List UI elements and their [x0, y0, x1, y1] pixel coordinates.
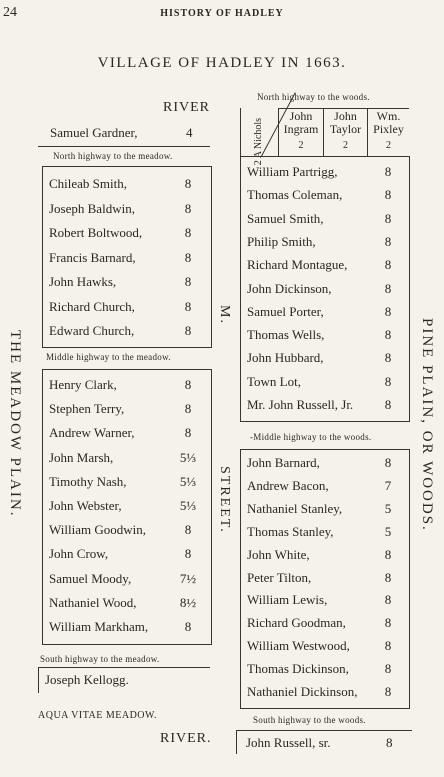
lot-owner-name: Richard Montague,: [247, 257, 348, 273]
lot-owner-name: Andrew Warner,: [49, 425, 135, 441]
lot-owner-name: Thomas Stanley,: [247, 523, 334, 539]
lot-row: [43, 397, 211, 421]
lot-owner-name: William Goodwin,: [49, 522, 146, 538]
lot-row: [241, 567, 409, 590]
lot-acreage: 8: [184, 522, 192, 538]
lot-row: [43, 221, 211, 246]
lot-acreage: 8: [384, 327, 392, 343]
lot-acreage: 8: [384, 350, 392, 366]
lot-acreage: 8: [184, 546, 192, 562]
lot-acreage: 8: [384, 257, 392, 273]
lot-row: [43, 518, 211, 542]
lot-row: [241, 183, 409, 206]
lot-row: [43, 567, 211, 591]
divider: [38, 667, 39, 693]
lot-row: [241, 160, 409, 183]
lot-acreage: 5: [384, 500, 392, 516]
lot-owner-name: Philip Smith,: [247, 233, 316, 249]
lot-acreage: 8: [184, 323, 192, 338]
lot-owner-name: John Dickinson,: [247, 280, 332, 296]
lot-owner-name: Richard Church,: [49, 298, 135, 314]
lot-owner-name: Thomas Coleman,: [247, 187, 343, 203]
lot-acreage: 8: [384, 233, 392, 249]
west-top-lot-value: 4: [186, 125, 193, 140]
lot-owner-name: Timothy Nash,: [49, 473, 127, 489]
east-top-lot-name: John Taylor: [329, 109, 362, 136]
lot-acreage: 8: [184, 377, 192, 392]
lot-row: [43, 295, 211, 320]
lot-acreage: 8: [384, 638, 392, 654]
lot-row: [43, 446, 211, 470]
lot-acreage: 8: [184, 200, 192, 216]
east-bottom-lot-value: 8: [386, 735, 393, 750]
lot-owner-name: Francis Barnard,: [49, 249, 136, 265]
east-top-lots: [240, 108, 409, 166]
lot-owner-name: Edward Church,: [49, 323, 135, 338]
lot-acreage: 8: [384, 569, 392, 585]
lot-owner-name: William Lewis,: [247, 592, 328, 608]
lot-row: [241, 498, 409, 521]
lot-row: [241, 681, 409, 704]
lot-acreage: 5⅓: [179, 498, 197, 513]
lot-row: [241, 589, 409, 612]
lot-row: [43, 270, 211, 295]
lot-owner-name: John Hubbard,: [247, 350, 324, 366]
street-label: STREET.: [217, 466, 232, 534]
lot-acreage: 8: [184, 401, 192, 417]
divider: [236, 730, 412, 731]
pine-plain-label: PINE PLAIN, OR WOODS.: [419, 318, 435, 532]
divider: [38, 146, 210, 147]
north-woods-highway: North highway to the woods.: [257, 92, 370, 102]
lot-acreage: 8: [184, 274, 192, 289]
lot-row: [241, 300, 409, 323]
lot-acreage: 8: [184, 298, 192, 314]
lot-owner-name: William Westwood,: [247, 638, 350, 654]
lot-acreage: 8: [384, 303, 392, 319]
lot-row: [241, 635, 409, 658]
lot-row: [241, 253, 409, 276]
running-title: HISTORY OF HADLEY: [160, 8, 284, 19]
lot-owner-name: Andrew Bacon,: [247, 477, 329, 493]
lot-acreage: 8: [184, 225, 192, 240]
lot-owner-name: Mr. John Russell, Jr.: [247, 397, 354, 412]
lot-row: [241, 475, 409, 498]
west-bottom-lot-name: Joseph Kellogg.: [45, 672, 129, 687]
lot-owner-name: John Barnard,: [247, 455, 320, 470]
lot-acreage: 8: [384, 592, 392, 608]
lot-acreage: 8: [384, 280, 392, 296]
lot-row: [43, 494, 211, 518]
lot-acreage: 8: [384, 546, 392, 562]
lot-owner-name: John Hawks,: [49, 274, 117, 289]
lot-owner-name: Stephen Terry,: [49, 401, 125, 417]
river-bottom-label: RIVER.: [160, 731, 212, 746]
north-meadow-highway: North highway to the meadow.: [53, 151, 173, 161]
lot-row: [43, 542, 211, 566]
east-bottom-lot-name: John Russell, sr.: [246, 735, 331, 750]
east-top-lot-value: 2: [386, 140, 391, 151]
lot-row: [241, 370, 409, 393]
lot-owner-name: Henry Clark,: [49, 377, 117, 392]
east-north-block: [240, 156, 410, 422]
lot-acreage: 8: [384, 164, 392, 179]
east-top-lot-name: Wm. Pixley: [373, 109, 404, 136]
west-south-block: [42, 369, 212, 645]
lot-acreage: 8½: [179, 594, 197, 610]
lot-row: [241, 521, 409, 544]
aqua-vitae-label: AQUA VITAE MEADOW.: [38, 710, 158, 721]
street-m-label: M.: [217, 305, 232, 325]
page-title: VILLAGE OF HADLEY IN 1663.: [97, 55, 347, 71]
lot-owner-name: John White,: [247, 546, 310, 562]
lot-owner-name: Richard Goodman,: [247, 615, 346, 631]
river-top-label: RIVER: [163, 100, 210, 115]
lot-acreage: 8: [384, 684, 392, 699]
lot-row: [241, 277, 409, 300]
lot-row: [241, 323, 409, 346]
lot-owner-name: Nathaniel Dickinson,: [247, 684, 358, 699]
lot-owner-name: John Crow,: [49, 546, 109, 562]
lot-owner-name: Joseph Baldwin,: [49, 200, 135, 216]
lot-owner-name: Thomas Wells,: [247, 327, 325, 343]
lot-acreage: 8: [184, 425, 192, 441]
lot-row: [43, 421, 211, 445]
lot-owner-name: Nathaniel Stanley,: [247, 500, 343, 516]
lot-owner-name: Samuel Smith,: [247, 210, 324, 226]
west-north-block: [42, 166, 212, 348]
divider: [38, 667, 210, 668]
lot-row: [241, 346, 409, 369]
lot-row: [241, 207, 409, 230]
lot-row: [241, 544, 409, 567]
meadow-plain-label: THE MEADOW PLAIN.: [7, 330, 23, 518]
lot-owner-name: Samuel Moody,: [49, 570, 132, 586]
east-south-block: [240, 449, 410, 709]
east-top-lot-nichols: 2 A Nichols: [253, 118, 264, 166]
middle-meadow-highway: Middle highway to the meadow.: [46, 352, 171, 362]
lot-owner-name: William Partrigg,: [247, 164, 338, 179]
lot-row: [43, 615, 211, 639]
lot-acreage: 8: [184, 249, 192, 265]
lot-owner-name: Samuel Porter,: [247, 303, 324, 319]
east-top-lot-value: 2: [343, 140, 348, 151]
lot-owner-name: Chileab Smith,: [49, 176, 127, 191]
lot-owner-name: Thomas Dickinson,: [247, 661, 349, 677]
west-top-lot-name: Samuel Gardner,: [50, 125, 138, 140]
lot-row: [241, 452, 409, 475]
lot-acreage: 5: [384, 523, 392, 539]
middle-woods-highway: -Middle highway to the woods.: [250, 432, 372, 442]
lot-acreage: 7½: [179, 570, 197, 586]
divider: [236, 730, 237, 754]
lot-acreage: 8: [384, 210, 392, 226]
south-woods-highway: South highway to the woods.: [253, 715, 366, 725]
lot-owner-name: John Marsh,: [49, 449, 114, 465]
lot-row: [241, 393, 409, 416]
lot-acreage: 8: [384, 455, 392, 470]
lot-owner-name: Peter Tilton,: [247, 569, 312, 585]
east-top-lot-name: John Ingram: [283, 109, 319, 136]
lot-acreage: 8: [384, 397, 392, 412]
lot-owner-name: Robert Boltwood,: [49, 225, 143, 240]
lot-row: [241, 658, 409, 681]
lot-acreage: 7: [384, 477, 392, 493]
lot-acreage: 8: [184, 176, 192, 191]
lot-row: [43, 373, 211, 397]
lot-acreage: 5⅓: [179, 473, 197, 489]
lot-acreage: 8: [184, 619, 192, 634]
south-meadow-highway: South highway to the meadow.: [40, 654, 160, 664]
lot-row: [241, 612, 409, 635]
lot-owner-name: William Markham,: [49, 619, 149, 634]
lot-acreage: 8: [384, 373, 392, 389]
page-number: 24: [3, 5, 17, 20]
lot-owner-name: Town Lot,: [247, 373, 301, 389]
lot-row: [43, 470, 211, 494]
lot-acreage: 8: [384, 615, 392, 631]
lot-row: [43, 172, 211, 197]
lot-row: [43, 246, 211, 271]
lot-acreage: 5⅓: [179, 449, 197, 465]
lot-row: [43, 591, 211, 615]
lot-acreage: 8: [384, 187, 392, 203]
east-top-lot-value: 2: [298, 140, 304, 151]
lot-owner-name: Nathaniel Wood,: [49, 594, 137, 610]
lot-row: [241, 230, 409, 253]
lot-row: [43, 197, 211, 222]
lot-acreage: 8: [384, 661, 392, 677]
lot-row: [43, 319, 211, 344]
lot-owner-name: John Webster,: [49, 498, 122, 513]
